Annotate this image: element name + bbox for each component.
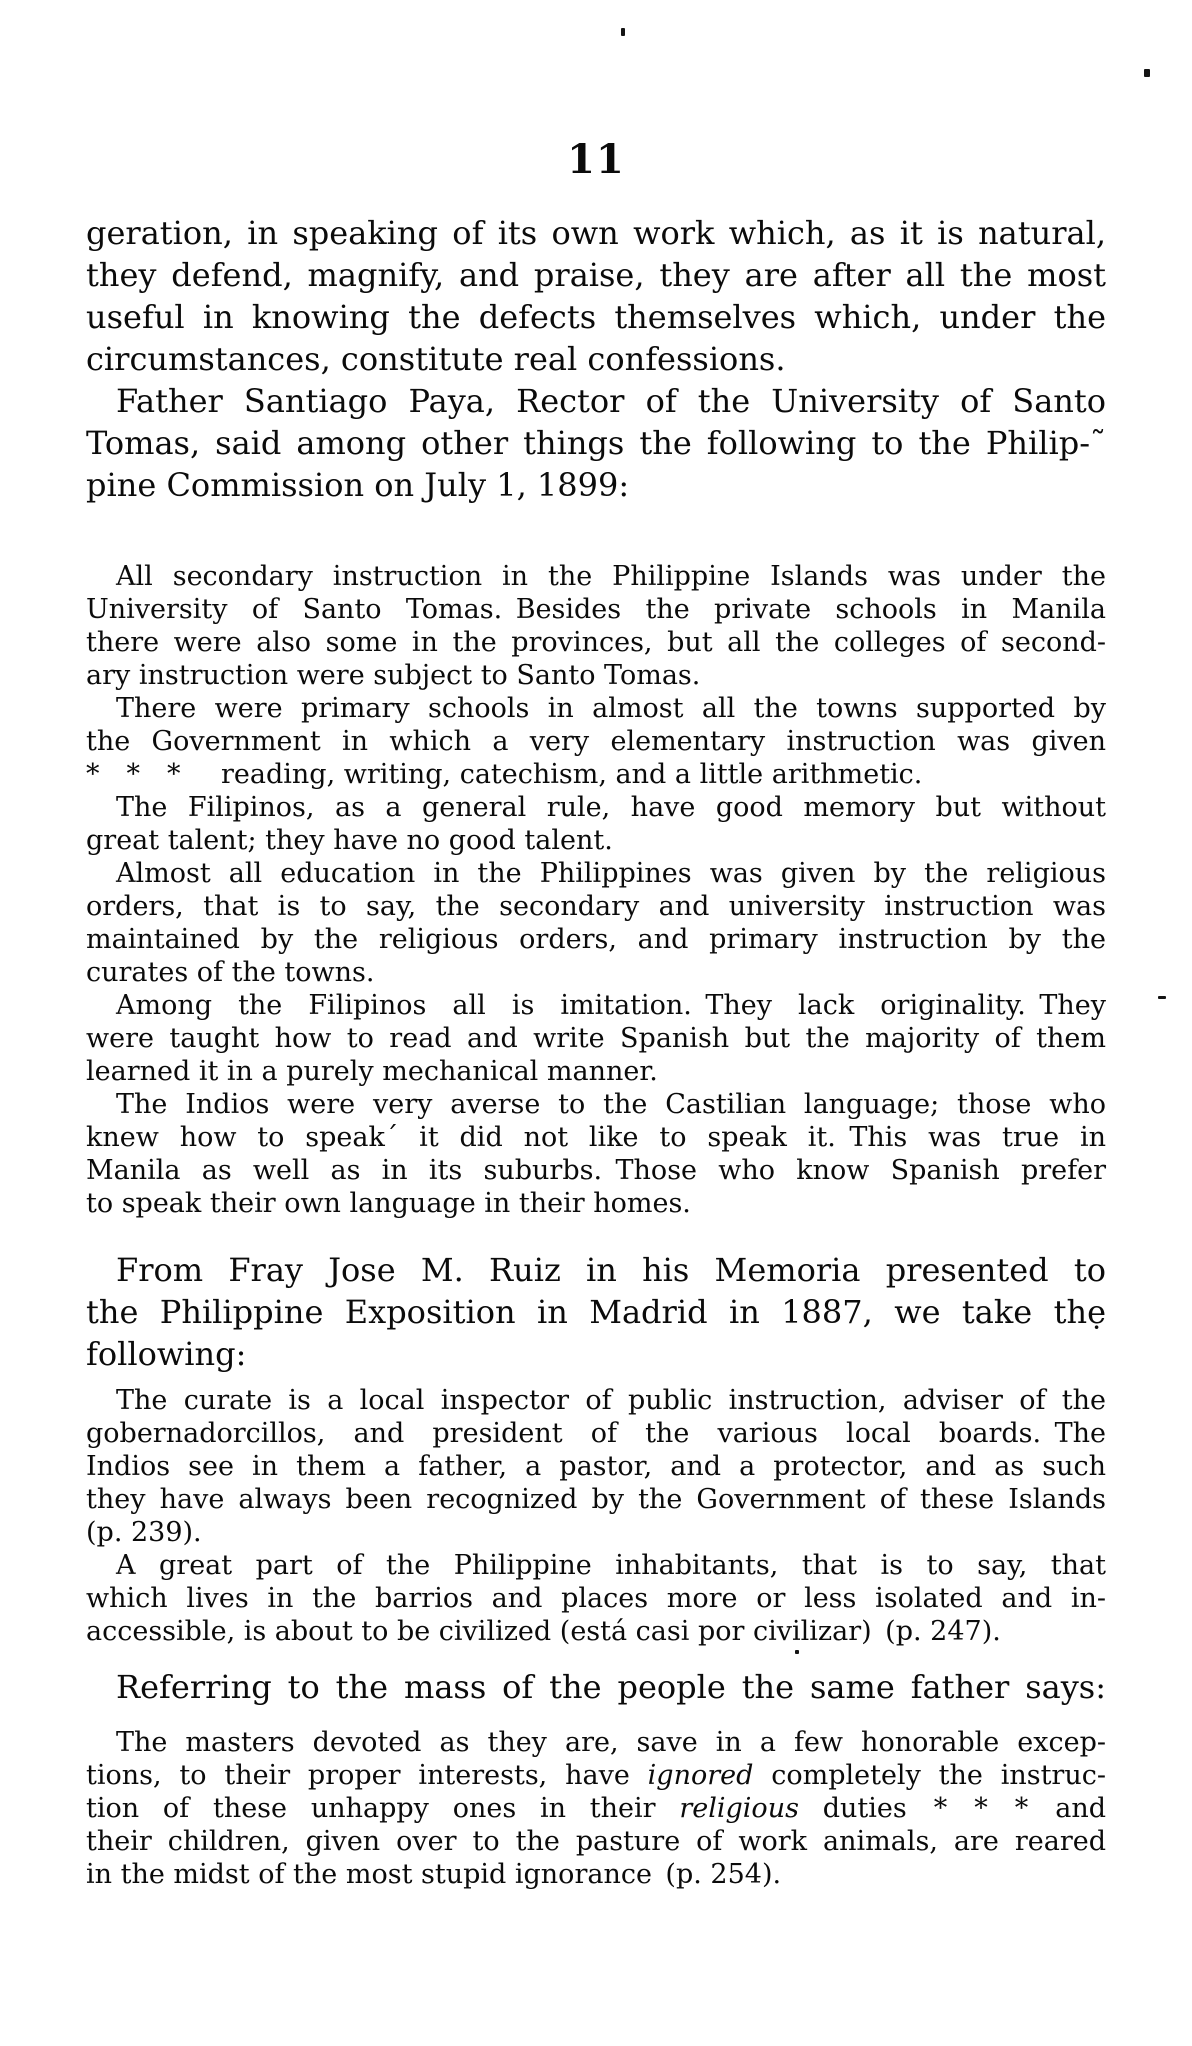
ink-speck-top-center [621,28,625,36]
ink-speck-above-them [1158,996,1166,999]
text-line [86,1792,1106,1825]
text-line [86,380,1106,422]
text-segment: Almost all education in the Philippines was given by the religious [116,858,1106,889]
paragraph-p3 [86,1249,1106,1375]
text-segment: gobernadorcillos, and president of the various local boards. The [86,1418,1106,1449]
text-segment: A great part of the Philippine inhabitants, that is to say, that [116,1550,1106,1581]
text-segment: University of Santo Tomas. Besides the private schools in Manila [86,594,1106,625]
text-line [86,1154,1106,1187]
text-segment: There were primary schools in almost all the towns supported by [116,693,1106,724]
text-line [86,1022,1106,1055]
paragraph-qa3 [86,791,1106,857]
text-line [86,890,1106,923]
text-line [86,296,1106,338]
text-line [86,692,1106,725]
text-line [86,254,1106,296]
text-line [86,659,1106,692]
text-line [86,626,1106,659]
paragraph-qa2 [86,692,1106,791]
text-segment: pine Commission on July 1, 1899: [86,466,630,504]
paragraph-p4 [86,1666,1106,1708]
text-line [86,725,1106,758]
text-segment: (p. 239). [86,1517,202,1548]
text-segment: Manila as well as in its suburbs. Those who know Spanish prefer [86,1155,1106,1186]
text-segment: which lives in the barrios and places more or less isolated and in- [86,1583,1106,1614]
text-line [86,1291,1106,1333]
text-segment: there were also some in the provinces, but all the colleges of second- [86,627,1106,658]
text-segment: the Government in which a very elementary instruction was given [86,726,1106,757]
text-segment: Indios see in them a father, a pastor, and a protector, and as such [86,1451,1106,1482]
text-segment: The curate is a local inspector of public instruction, adviser of the [116,1385,1106,1416]
text-line [86,593,1106,626]
text-segment: following: [86,1335,247,1373]
text-segment: orders, that is to say, the secondary and university instruction was [86,891,1106,922]
text-segment: they defend, magnify, and praise, they are after all the most [86,256,1106,294]
paragraph-qb1 [86,1384,1106,1549]
text-line [86,1187,1106,1220]
text-line [86,560,1106,593]
text-line [86,989,1106,1022]
paragraph-qb2 [86,1549,1106,1648]
text-segment: The Indios were very averse to the Castilian language; those who [116,1089,1106,1120]
paragraph-qc1 [86,1726,1106,1891]
text-segment: completely the instruc- [753,1760,1106,1791]
text-line [86,1825,1106,1858]
text-line [86,1088,1106,1121]
ink-speck-right-margin [1144,69,1150,77]
text-line [86,857,1106,890]
text-segment: they have always been recognized by the Government of these Islands [86,1484,1106,1515]
text-line [86,1417,1106,1450]
paragraph-qa5 [86,989,1106,1088]
paragraph-p1 [86,212,1106,380]
italic-text: ignored [647,1760,754,1791]
text-segment: geration, in speaking of its own work which, as it is natural, [86,214,1106,252]
text-segment: circumstances, constitute real confessions. [86,340,786,378]
paragraph-p2 [86,380,1106,506]
paragraph-qa6 [86,1088,1106,1220]
text-segment: The masters devoted as they are, save in a few honorable excep- [116,1727,1106,1758]
text-segment: the Philippine Exposition in Madrid in 1887, we take thẹ [86,1293,1106,1331]
text-segment: Referring to the mass of the people the same father says: [116,1668,1106,1706]
page-number: 11 [567,136,625,183]
text-segment: were taught how to read and write Spanish but the majority of them [86,1023,1106,1054]
text-line [86,1582,1106,1615]
text-line [86,824,1106,857]
text-line [86,338,1106,380]
text-line [86,791,1106,824]
text-segment: great talent; they have no good talent. [86,825,613,856]
text-line [86,1858,1106,1891]
text-segment: Tomas, said among other things the following to the Philip-˜ [86,424,1106,462]
text-segment: tions, to their proper interests, have [86,1760,648,1791]
text-line [86,1384,1106,1417]
text-line [86,1615,1106,1648]
text-line [86,422,1106,464]
text-line [86,1666,1106,1708]
text-segment: in the midst of the most stupid ignorance (p. 254). [86,1859,782,1890]
text-line [86,923,1106,956]
text-segment: * * * reading, writing, catechism, and a little arithmetic. [86,759,923,790]
text-line [86,464,1106,506]
text-segment: Father Santiago Paya, Rector of the University of Santo [116,382,1106,420]
text-line [86,1333,1106,1375]
text-segment: their children, given over to the pasture of work animals, are reared [86,1826,1106,1857]
paragraph-qa4 [86,857,1106,989]
text-segment: learned it in a purely mechanical manner. [86,1056,658,1087]
text-line [86,1726,1106,1759]
italic-text: religious [679,1793,799,1824]
text-line [86,1483,1106,1516]
text-column [86,0,1106,2046]
text-line [86,1549,1106,1582]
text-segment: From Fray Jose M. Ruiz in his Memoria presented to [116,1251,1106,1289]
text-segment: Among the Filipinos all is imitation. They lack originality. They [116,990,1106,1021]
text-line [86,956,1106,989]
text-segment: curates of the towns. [86,957,375,988]
text-segment: knew how to speak´ it did not like to speak it. This was true in [86,1122,1106,1153]
paragraph-qa1 [86,560,1106,692]
text-segment: ary instruction were subject to Santo Tomas. [86,660,701,691]
ink-speck-mid-page [795,1650,799,1654]
text-line [86,1759,1106,1792]
text-line [86,1516,1106,1549]
text-segment: to speak their own language in their homes. [86,1188,691,1219]
text-line [86,1121,1106,1154]
text-line [86,1450,1106,1483]
text-segment: accessible, is about to be civilized (está casi por civilizar) (p. 247). [86,1616,1001,1647]
text-segment: maintained by the religious orders, and primary instruction by the [86,924,1106,955]
text-line [86,758,1106,791]
text-segment: useful in knowing the defects themselves which, under the [86,298,1106,336]
text-segment: tion of these unhappy ones in their [86,1793,680,1824]
text-line [86,212,1106,254]
text-line [86,1055,1106,1088]
text-line [86,1249,1106,1291]
text-segment: All secondary instruction in the Philippine Islands was under the [116,561,1106,592]
text-segment: duties * * * and [798,1793,1106,1824]
text-segment: The Filipinos, as a general rule, have good memory but without [116,792,1106,823]
